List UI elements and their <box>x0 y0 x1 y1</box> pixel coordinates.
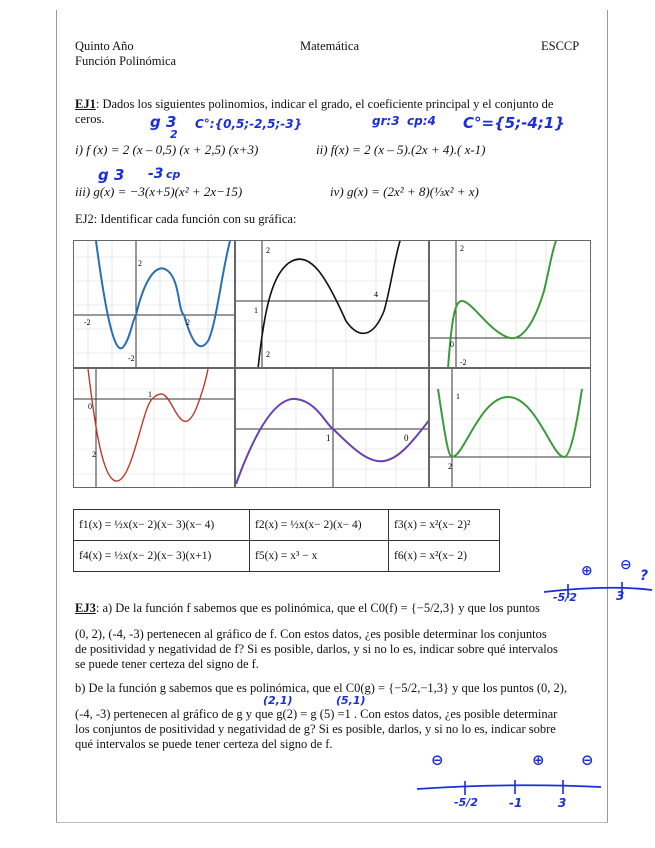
function-f6: f6(x) = x²(x− 2) <box>389 541 500 572</box>
ej3-a-line2: (0, 2), (-4, -3) pertenecen al gráfico de f. Con estos datos, ¿es posible determinar los conjuntos <box>75 627 547 641</box>
ej3-a-line4: se puede tener certeza del signo de f. <box>75 657 259 671</box>
handwriting-gr-i: g 3 <box>150 113 177 131</box>
handwriting-ceros-ii: C°={5;-4;1} <box>463 114 565 132</box>
ej1-label: EJ1 <box>75 97 96 111</box>
ej3-a-line3: de positividad y negatividad de f? Si es posible, darlos, y si no lo es, indicar sobre qué intervalos <box>75 642 558 656</box>
ej3-b-line3: los conjuntos de positividad y negatividad de g? Si es posible, darlos, y si no lo es, indicar sobre <box>75 722 556 736</box>
header-subject: Matemática <box>300 39 359 53</box>
ej1-text: : Dados los siguientes polinomios, indicar el grado, el coeficiente principal y el conjunto de <box>95 97 554 111</box>
ej1-statement <box>75 97 553 112</box>
handwriting-point-b1: (2,1) <box>263 694 293 707</box>
handwriting-sign-minus-a: ⊖ <box>620 557 632 573</box>
handwriting-cp-iii: -3 <box>148 166 164 182</box>
handwriting-zero-a2: 3 <box>616 589 625 603</box>
graph-1 <box>73 240 235 368</box>
handwriting-question-a: ? <box>640 568 649 584</box>
handwriting-point-b2: (5,1) <box>336 694 366 707</box>
table-row <box>74 541 500 572</box>
handwriting-gr-iii: g 3 <box>98 166 125 184</box>
graph-1-label-y2: 2 <box>138 259 142 268</box>
graph-4-label-y2: 2 <box>92 450 96 459</box>
handwriting-sign-plus-a: ⊕ <box>581 563 593 579</box>
graph-6-plot <box>430 369 591 488</box>
ej3-b-line4: qué intervalos se puede tener certeza del signo de f. <box>75 737 333 751</box>
graph-5-plot <box>236 369 429 488</box>
graph-3-label-ym2: -2 <box>460 358 467 367</box>
handwriting-gr-ii: gr:3 <box>372 114 400 128</box>
graph-2-label-ym2: 2 <box>266 350 270 359</box>
graph-1-label-x2: 2 <box>186 318 190 327</box>
handwriting-ceros-i: C°:{0,5;-2,5;-3} <box>195 117 303 131</box>
graph-grid <box>73 240 591 488</box>
header-course: Quinto Año <box>75 39 134 53</box>
handwriting-zero-b3: 3 <box>558 796 567 810</box>
graph-1-label-xm2: -2 <box>84 318 91 327</box>
graph-2-label-x4: 4 <box>374 290 378 299</box>
handwriting-zero-a1: -5/2 <box>553 591 577 604</box>
graph-6-label-y1: 1 <box>456 392 460 401</box>
handwriting-zero-b1: -5/2 <box>454 796 478 809</box>
graph-5-label-x1: 0 <box>404 433 409 443</box>
graph-6 <box>429 368 591 488</box>
graph-2 <box>235 240 429 368</box>
graph-2-plot <box>236 241 429 368</box>
ej1-item-iii: iii) g(x) = −3(x+5)(x² + 2x−15) <box>75 184 243 199</box>
graph-3 <box>429 240 591 368</box>
handwriting-cp-ii: cp:4 <box>407 114 436 128</box>
graph-1-plot <box>74 241 235 368</box>
graph-6-label-x0: 2 <box>448 462 452 471</box>
graph-2-label-x1: 1 <box>254 306 258 315</box>
functions-table <box>73 509 500 572</box>
function-f5: f5(x) = x³ − x <box>250 541 389 572</box>
graph-3-label-y2: 2 <box>460 244 464 253</box>
ej3-b-line1: b) De la función g sabemos que es polinómica, que el C0(g) = {−5/2,−1,3} y que los puntos (0, 2), <box>75 681 568 695</box>
ej3-a-line1 <box>75 601 540 616</box>
ej3-b-line2: (-4, -3) pertenecen al gráfico de g y que g(2) = g (5) =1 . Con estos datos, ¿es posible determinar <box>75 707 558 721</box>
header-school: ESCCP <box>541 39 580 53</box>
header-topic: Función Polinómica <box>75 54 177 68</box>
function-f2: f2(x) = ½x(x− 2)(x− 4) <box>250 510 389 541</box>
ej1-item-i: i) f (x) = 2 (x – 0,5) (x + 2,5) (x+3) <box>75 142 259 157</box>
graph-4-label-x0: 0 <box>88 402 92 411</box>
graph-4-label-x1: 1 <box>148 390 152 399</box>
graph-4-plot <box>74 369 235 488</box>
handwriting-sign-line-a <box>540 562 655 612</box>
function-f3: f3(x) = x²(x− 2)² <box>389 510 500 541</box>
graph-3-plot <box>430 241 591 368</box>
handwriting-cp-i: 2 <box>170 128 178 141</box>
graph-5 <box>235 368 429 488</box>
ej3-a-text1: : a) De la función f sabemos que es polinómica, que el C0(f) = {−5/2,3} y que los puntos <box>95 601 540 615</box>
handwriting-sign-b3: ⊖ <box>581 751 594 769</box>
graph-5-label-x0: 1 <box>326 433 331 443</box>
function-f1: f1(x) = ½x(x− 2)(x− 3)(x− 4) <box>74 510 250 541</box>
graph-2-label-y2: 2 <box>266 246 270 255</box>
handwriting-sign-b2: ⊕ <box>532 751 545 769</box>
graph-3-label-x0: 0 <box>450 340 454 349</box>
ej1-text2: ceros. <box>75 112 105 126</box>
ej1-item-ii: ii) f(x) = 2 (x – 5).(2x + 4).( x-1) <box>316 142 486 157</box>
ej1-item-iv: iv) g(x) = (2x² + 8)(⅓x² + x) <box>330 184 479 199</box>
handwriting-sign-b1: ⊖ <box>431 751 444 769</box>
table-row <box>74 510 500 541</box>
handwriting-zero-b2: -1 <box>509 796 523 810</box>
graph-4 <box>73 368 235 488</box>
ej3-label: EJ3 <box>75 601 96 615</box>
ej2-statement: EJ2: Identificar cada función con su gráfica: <box>75 212 297 226</box>
graph-1-label-ym2: -2 <box>128 354 135 363</box>
handwriting-cp-label-iii: cp <box>166 168 181 181</box>
function-f4: f4(x) = ½x(x− 2)(x− 3)(x+1) <box>74 541 250 572</box>
